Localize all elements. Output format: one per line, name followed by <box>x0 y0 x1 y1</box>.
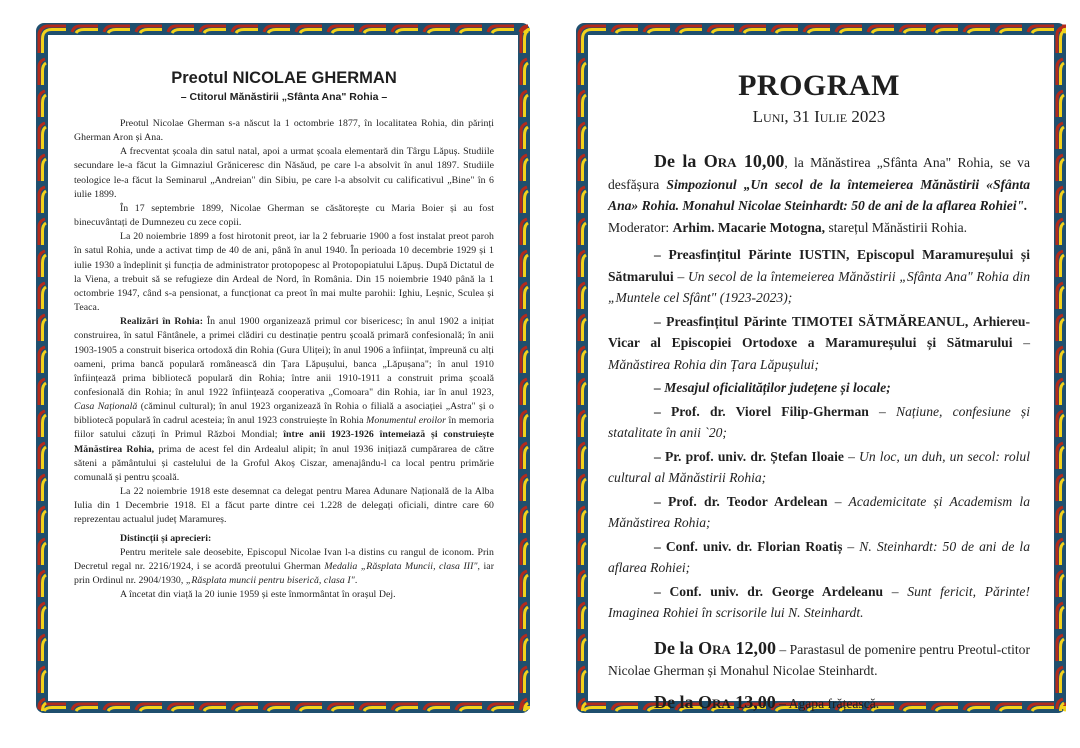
speaker-topic: – Sunt fericit, Părinte! Imaginea Rohiei în scrisorile lui N. Steinhardt. <box>608 583 1030 620</box>
bio-text-italic: „Răsplata muncii pentru biserică, clasa I" <box>185 575 355 586</box>
symposium-title: Simpozionul „Un secol de la întemeierea Mănăstirii «Sfânta Ana» Rohia. Monahul Nicolae Steinhardt: 50 de ani de la aflarea Rohiei". <box>608 176 1030 213</box>
speaker-topic: – Un loc, un duh, un secol: rolul cultural al Mănăstirii Rohia; <box>608 448 1030 485</box>
bio-paragraph <box>74 588 494 602</box>
bio-text-bold: între anii 1923-1926 întemeiază și construiește Mănăstirea Rohia, <box>74 429 495 455</box>
speaker-item <box>608 491 1030 534</box>
event-text: – Agapa frățească. <box>775 695 880 711</box>
event-text: , la Mănăstirea „Sfânta Ana" Rohia, se va desfășura <box>608 155 1030 192</box>
time-label: Ora <box>698 691 731 712</box>
time-value: 12,00 <box>730 637 776 658</box>
program-date: Luni, 31 Iulie 2023 <box>752 107 886 126</box>
right-page <box>576 23 1066 713</box>
achievements-heading: Realizări în Rohia: <box>120 316 204 328</box>
bio-paragraph <box>74 117 494 145</box>
program-title: PROGRAM <box>738 69 900 102</box>
bio-text: La 22 noiembrie 1918 este desemnat ca delegat pentru Marea Adunare Națională de la Alba Iulia din 1 Decembrie 1918. El a făcut parte dintre cei 1.228 de delegați oficiali, dintre care 60 reprezentau actualul județ Maramureș. <box>74 486 494 526</box>
time-value: 10,00 <box>736 151 785 171</box>
speaker-topic: – N. Steinhardt: 50 de ani de la aflarea Rohiei; <box>608 538 1030 575</box>
bio-text: În 17 septembrie 1899, Nicolae Gherman se căsătorește cu Maria Boier și au fost binecuvântați de Dumnezeu cu zece copii. <box>74 202 494 229</box>
left-subtitle: – Ctitorul Mănăstirii „Sfânta Ana" Rohia – <box>180 91 388 103</box>
bio-text: A încetat din viață la 20 iunie 1959 și este înmormântat în orașul Dej. <box>120 589 396 601</box>
bio-text: În anul 1900 organizează primul cor bisericesc; în anul 1902 a inițiat construirea, în satul Fântânele, a primei clădiri cu destinație pentru școală primară confesională; în anii 1903-1905 a construit biserica ortodoxă din Rohia (Gura Uliței); în anul 1906 a înființat, împreună cu alți oameni, prima bancă populară românească din Țara Lăpușului, banca „Lăpușana"; în anul 1910 înființează prima bibliotecă populară din Rohia; între anii 1910-1911 a construit prima școală confesională din Rohia; în anul 1922 înființează cooperativa „Comoara" din Rohia, iar în anul 1923, <box>74 316 495 398</box>
event-12 <box>608 638 1030 682</box>
bio-paragraph <box>74 546 494 588</box>
time-value: 13,00 <box>730 691 776 712</box>
event-10 <box>608 151 1030 217</box>
speaker-topic: – Mesajul oficialităților județene și locale; <box>654 380 891 395</box>
speaker-item <box>608 536 1030 579</box>
moderator-name: Arhim. Macarie Motogna, <box>672 219 826 235</box>
time-label: Ora <box>698 637 731 658</box>
time-prefix: De la <box>654 637 699 658</box>
speaker-name: – Conf. univ. dr. Florian Roatiș <box>654 538 843 554</box>
bio-text: A frecventat școala din satul natal, apoi a urmat școala elementară din Târgu Lăpuș. Studiile secundare le-a făcut la Gimnaziul Grăniceresc din Năsăud, pe care l-a absolvit în anul 1897. Studiile teologice le-a făcut la Seminarul „Andreian" din Sibiu, pe care l-a absolvit cu calificativul „Bine" în 6 iulie 1899. <box>74 146 494 200</box>
time-prefix: De la <box>654 691 698 712</box>
speaker-name: – Prof. dr. Teodor Ardelean <box>654 493 828 509</box>
bio-text: , iar prin Ordinul nr. 2904/1930, <box>74 560 495 586</box>
speaker-item <box>608 446 1030 489</box>
bio-text: prima de acest fel din Ardealul alipit; în anul 1936 inițiază cumpărarea de către săteni a pământului și castelului de la Groful Akoș Ciszar, amenajându-l ca local pentru primărie comunală și pentru școală. <box>74 443 494 483</box>
achievements-paragraph <box>74 315 494 485</box>
event-text: – Parastasul de pomenire pentru Preotul-ctitor Nicolae Gherman și Monahul Nicolae Steinhardt. <box>608 641 1030 678</box>
speaker-name: – Conf. univ. dr. George Ardeleanu <box>654 583 884 599</box>
bio-text: La 20 noiembrie 1899 a fost hirotonit preot, iar la 2 februarie 1900 a fost instalat preot paroh în satul Rohia, unde a activat timp de 40 de ani, până în anul 1940. În perioada 10 decembrie 1929 și 1 iulie 1930 a îndeplinit și funcția de administrator protopopesc al Protopopiatului Lăpuș. După Dictatul de la Viena, a trebuit să se refugieze din Ardeal de Nord, în România. Din 15 noiembrie 1940 până la 1 octombrie 1947, când s-a pensionat, a funcționat ca preot în mai multe parohii: Ighiu, Leșnic, Sculea și Teaca. <box>74 231 494 314</box>
event-time <box>654 151 784 171</box>
speaker-list <box>608 244 1030 624</box>
speaker-topic: – Națiune, confesiune și statalitate în anii `20; <box>608 403 1030 440</box>
speaker-item <box>608 581 1030 624</box>
event-13 <box>608 692 1030 715</box>
bio-paragraph <box>74 230 494 315</box>
bio-paragraph <box>74 202 494 230</box>
bio-text-italic: Casa Națională <box>74 401 138 413</box>
speaker-name: – Pr. prof. univ. dr. Ștefan Iloaie <box>654 448 844 464</box>
moderator-line <box>608 217 1030 239</box>
time-prefix: De la <box>654 151 704 171</box>
speaker-name: – Preasfințitul Părinte TIMOTEI SĂTMĂREANUL, Arhiereu-Vicar al Episcopiei Ortodoxe a Maramureșului și Sătmarului <box>608 313 1030 350</box>
moderator-label: Moderator: <box>608 219 673 235</box>
left-title: Preotul NICOLAE GHERMAN <box>171 69 397 87</box>
bio-text: Pentru meritele sale deosebite, Episcopul Nicolae Ivan l-a distins cu rangul de iconom. Prin Decretul regal nr. 2216/1924, i se acordă preotului Gherman <box>74 546 494 572</box>
speaker-topic: – Mănăstirea Rohia din Țara Lăpușului; <box>608 335 1030 372</box>
distinctions-heading-line <box>74 532 494 546</box>
bio-paragraph <box>74 485 494 527</box>
moderator-role: starețul Mănăstirii Rohia. <box>825 219 968 235</box>
speaker-item <box>608 244 1030 309</box>
speaker-item <box>608 401 1030 444</box>
event-time <box>654 638 776 658</box>
bio-text: Preotul Nicolae Gherman s-a născut la 1 octombrie 1877, în localitatea Rohia, din părinți Gherman Aron și Ana. <box>74 118 494 144</box>
speaker-name: – Preasfințitul Părinte IUSTIN, Episcopul Maramureșului și Sătmarului <box>608 247 1030 284</box>
speaker-topic: – Academicitate și Academism la Mănăstirea Rohia; <box>608 493 1030 530</box>
left-page <box>36 23 530 713</box>
bio-text: în memoria fiilor satului căzuți în Primul Război Mondial; <box>74 415 494 441</box>
time-label: Ora <box>703 151 737 171</box>
right-page-body <box>588 35 1054 712</box>
distinctions-heading: Distincții și aprecieri: <box>120 532 212 544</box>
speaker-item <box>608 377 1030 399</box>
bio-text: (căminul cultural); în anul 1923 organizează în Rohia o filială a asociației „Astra" și o bibliotecă populară în cadrul acesteia; în anul 1923 construiește în Rohia <box>74 401 494 427</box>
event-time <box>654 692 776 712</box>
bio-text-italic: Monumentul eroilor <box>366 415 446 427</box>
left-page-body <box>48 35 518 701</box>
bio-text-italic: Medalia „Răsplata Muncii, clasa III" <box>324 560 478 572</box>
bio-text: . <box>354 575 358 586</box>
bio-paragraph <box>74 145 494 202</box>
speaker-topic: – Un secol de la întemeierea Mănăstirii „Sfânta Ana" Rohia din „Muntele cel Sfânt" (1923-2023); <box>608 268 1030 305</box>
speaker-name: – Prof. dr. Viorel Filip-Gherman <box>654 403 869 419</box>
speaker-item <box>608 311 1030 376</box>
